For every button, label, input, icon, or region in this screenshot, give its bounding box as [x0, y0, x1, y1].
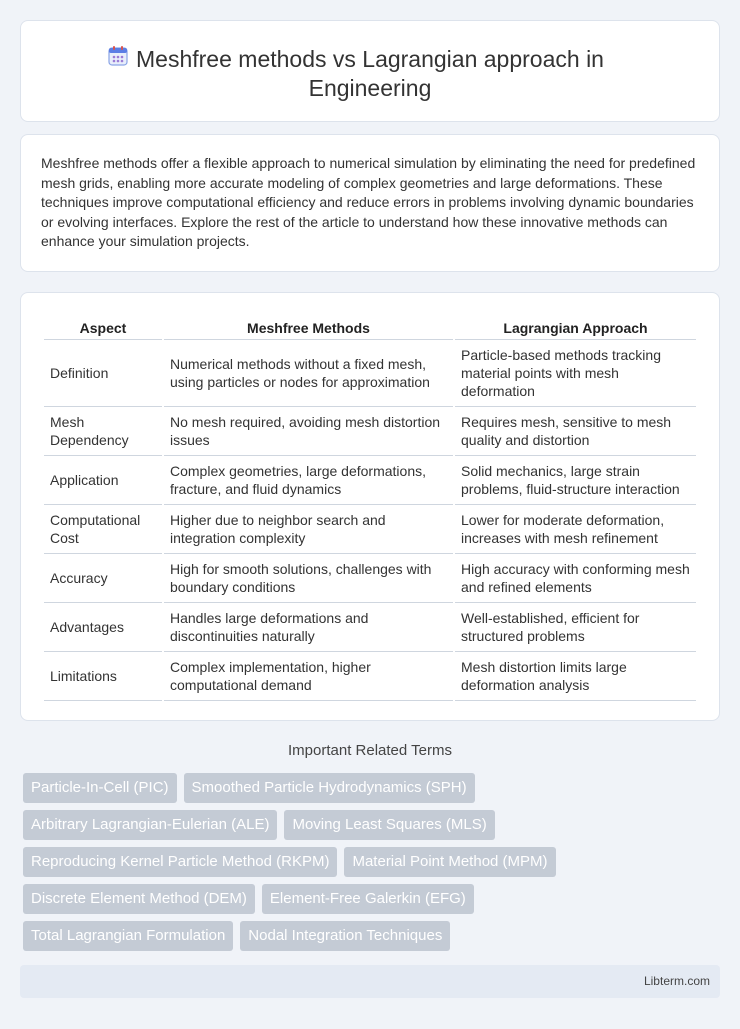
lagrangian-cell: Well-established, efficient for structured problems — [455, 603, 696, 652]
table-row — [44, 505, 696, 554]
related-term-tag[interactable]: Total Lagrangian Formulation — [23, 921, 233, 951]
lagrangian-cell: Lower for moderate deformation, increases with mesh refinement — [455, 505, 696, 554]
footer-site-link[interactable]: Libterm.com — [643, 974, 710, 988]
table-row — [44, 340, 696, 407]
related-term-tag[interactable]: Smoothed Particle Hydrodynamics (SPH) — [184, 773, 475, 803]
related-terms-heading: Important Related Terms — [288, 742, 452, 759]
meshfree-cell: Complex geometries, large deformations, fracture, and fluid dynamics — [164, 456, 453, 505]
table-row — [44, 407, 696, 456]
comparison-card — [20, 292, 720, 721]
related-term-tag[interactable]: Nodal Integration Techniques — [240, 921, 450, 951]
intro-paragraph: Meshfree methods offer a flexible approach to numerical simulation by eliminating the need for predefined mesh grids, enabling more accurate modeling of complex geometries and large deformations. These techniques improve computational efficiency and reduce errors in problems involving dynamic boundaries or evolving interfaces. Explore the rest of the article to understand how these innovative methods can enhance your simulation projects. — [41, 155, 696, 250]
aspect-cell: Definition — [44, 340, 162, 407]
related-term-tag[interactable]: Particle-In-Cell (PIC) — [23, 773, 177, 803]
header-lagrangian: Lagrangian Approach — [455, 313, 696, 340]
lagrangian-cell: Solid mechanics, large strain problems, fluid-structure interaction — [455, 456, 696, 505]
meshfree-cell: Handles large deformations and discontinuities naturally — [164, 603, 453, 652]
aspect-cell: Computational Cost — [44, 505, 162, 554]
comparison-table — [42, 313, 698, 701]
header-meshfree: Meshfree Methods — [164, 313, 453, 340]
lagrangian-cell: Requires mesh, sensitive to mesh quality and distortion — [455, 407, 696, 456]
page-title: Meshfree methods vs Lagrangian approach in Engineering — [136, 46, 604, 101]
lagrangian-cell: Mesh distortion limits large deformation analysis — [455, 652, 696, 701]
meshfree-cell: High for smooth solutions, challenges with boundary conditions — [164, 554, 453, 603]
footer — [20, 965, 720, 998]
lagrangian-cell: Particle-based methods tracking material points with mesh deformation — [455, 340, 696, 407]
title-card — [20, 20, 720, 122]
aspect-cell: Mesh Dependency — [44, 407, 162, 456]
table-header-row — [44, 313, 696, 340]
table-row — [44, 456, 696, 505]
related-term-tag[interactable]: Element-Free Galerkin (EFG) — [262, 884, 474, 914]
related-term-tag[interactable]: Material Point Method (MPM) — [344, 847, 555, 877]
aspect-cell: Advantages — [44, 603, 162, 652]
aspect-cell: Accuracy — [44, 554, 162, 603]
aspect-cell: Limitations — [44, 652, 162, 701]
intro-card — [20, 134, 720, 272]
related-term-tag[interactable]: Moving Least Squares (MLS) — [284, 810, 494, 840]
table-row — [44, 652, 696, 701]
aspect-cell: Application — [44, 456, 162, 505]
meshfree-cell: No mesh required, avoiding mesh distortion issues — [164, 407, 453, 456]
related-term-tag[interactable]: Reproducing Kernel Particle Method (RKPM) — [23, 847, 337, 877]
meshfree-cell: Higher due to neighbor search and integration complexity — [164, 505, 453, 554]
table-row — [44, 554, 696, 603]
table-row — [44, 603, 696, 652]
meshfree-cell: Complex implementation, higher computational demand — [164, 652, 453, 701]
header-aspect: Aspect — [44, 313, 162, 340]
meshfree-cell: Numerical methods without a fixed mesh, using particles or nodes for approximation — [164, 340, 453, 407]
related-terms-list — [23, 773, 623, 958]
related-term-tag[interactable]: Arbitrary Lagrangian-Eulerian (ALE) — [23, 810, 277, 840]
lagrangian-cell: High accuracy with conforming mesh and refined elements — [455, 554, 696, 603]
related-term-tag[interactable]: Discrete Element Method (DEM) — [23, 884, 255, 914]
